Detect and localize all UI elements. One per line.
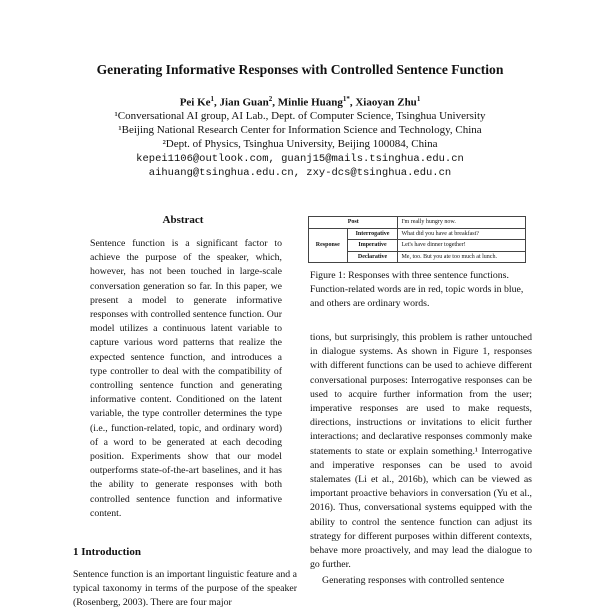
author-list: Pei Ke$^1$, Jian Guan$^2$, Minlie Huang$^{1*}$, Xiaoyan Zhu$^1$ <box>179 95 421 109</box>
abstract-body <box>90 237 282 521</box>
right-column-last-line: Generating responses with controlled sentence <box>322 575 505 587</box>
post-text: I'm really hungry now. <box>398 217 526 229</box>
figure-caption: Figure 1: Responses with three sentence functions. Function-related words are in red, topic words in blue, and others are ordinary words. <box>310 270 524 310</box>
author-sup: 1 <box>210 95 215 103</box>
figure-table <box>308 216 526 263</box>
abstract-heading: Abstract <box>162 214 204 226</box>
paper-title: Generating Informative Responses with Controlled Sentence Function <box>96 62 504 77</box>
author: Pei Ke <box>179 96 211 109</box>
post-label: Post <box>309 217 398 229</box>
author: Minlie Huang <box>277 96 343 109</box>
response-label: Response <box>309 228 348 263</box>
right-column <box>310 331 532 589</box>
author-sup: 1 <box>416 95 421 103</box>
author: Xiaoyan Zhu <box>355 96 417 109</box>
response-text: Me, too. But you ate too much at lunch. <box>398 251 526 263</box>
intro-text: Sentence function is an important linguistic feature and a typical taxonomy in terms of the purpose of the speaker (Rosenberg, 2003). There are four major <box>73 569 297 609</box>
affiliation: ²Dept. of Physics, Tsinghua University, Beijing 100084, China <box>162 138 438 150</box>
abstract-text: Sentence function is a significant factor to achieve the purpose of the speaker, which, however, has not been touched in large-scale conversation generation so far. In this paper, we present a model to generate informative responses with controlled sentence function. Our model utilizes a continuous latent variable to capture various word patterns that realize the expected sentence function, and introduces a type controller to deal with the compatibility of controlling sentence function and generating informative content. Conditioned on the latent variable, the type controller determines the type (i.e., function-related, topic, and ordinary word) of a word to be generated at each decoding position. Experiments show that our model outperforms state-of-the-art baselines, and it has the ability to generate responses with both controlled sentence function and informative content. <box>90 238 282 519</box>
affiliation: ¹Conversational AI group, AI Lab., Dept. of Computer Science, Tsinghua University <box>114 110 486 122</box>
author-sup: 1* <box>342 95 350 103</box>
affiliation: ¹Beijing National Research Center for Information Science and Technology, China <box>118 124 482 136</box>
email-line: aihuang@tsinghua.edu.cn, zxy-dcs@tsinghua.edu.cn <box>148 167 452 179</box>
response-text: Let's have dinner together! <box>398 240 526 252</box>
intro-heading: 1 Introduction <box>73 546 141 558</box>
response-text: What did you have at breakfast? <box>398 228 526 240</box>
sentence-type: Imperative <box>347 240 398 252</box>
sentence-type: Declarative <box>347 251 398 263</box>
author-sup: 2 <box>268 95 273 103</box>
author: Jian Guan <box>219 96 269 109</box>
email-line: kepei1106@outlook.com, guanj15@mails.tsinghua.edu.cn <box>136 153 464 165</box>
sentence-type: Interrogative <box>347 228 398 240</box>
right-column-text: tions, but surprisingly, this problem is rather untouched in dialogue systems. As shown in Figure 1, responses with different functions can be used to achieve different conversational purposes: Interrogative responses can be used to acquire further information from the user; imperative responses are used to make requests, directions, instructions or invitations to elicit further interactions; and declarative responses commonly make statements to state or explain something.¹ Interrogative and imperative responses can be used to avoid stalemates (Li et al., 2016b), which can be viewed as important proactive behaviors in conversation (Yu et al., 2016). Thus, conversational systems equipped with the ability to control the sentence function can adjust its strategy for different purposes within different contexts, behave more proactively, and may lead the dialogue to go further. <box>310 332 532 571</box>
